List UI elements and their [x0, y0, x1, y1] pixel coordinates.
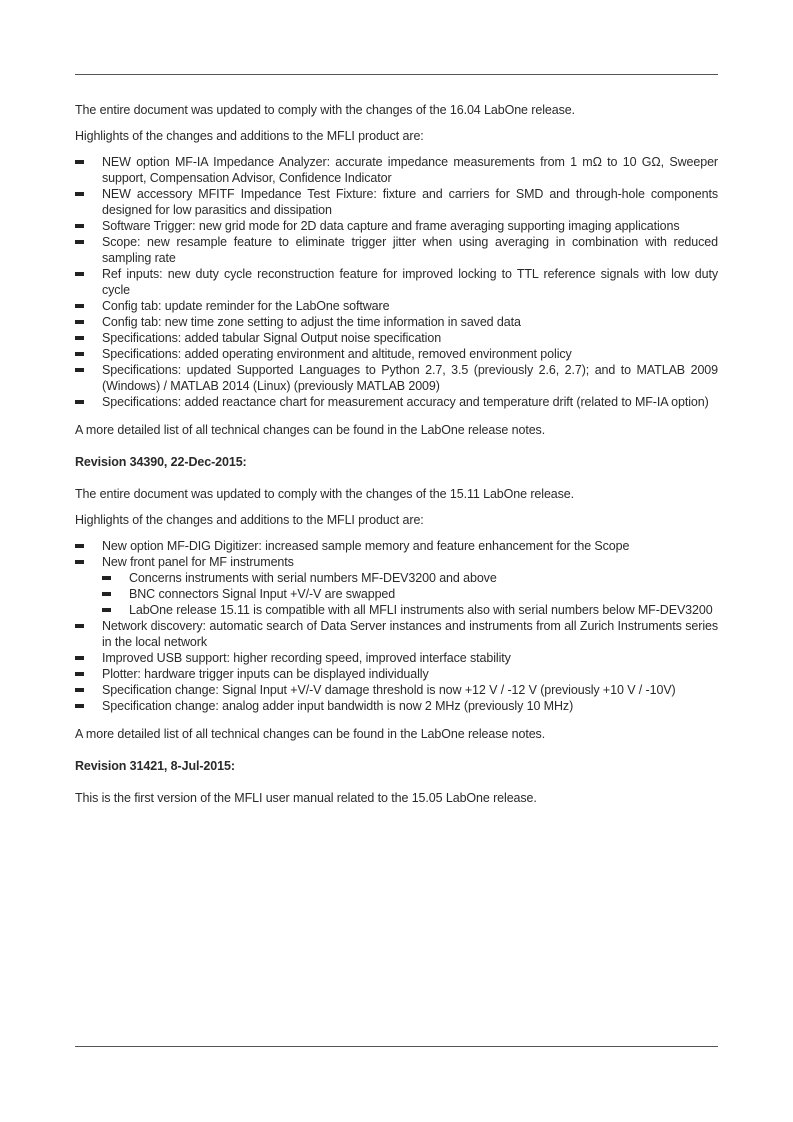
list-item: Specifications: added operating environment and altitude, removed environment policy: [75, 346, 718, 362]
section-intro: This is the first version of the MFLI user manual related to the 15.05 LabOne release.: [75, 791, 537, 805]
list-item: Config tab: update reminder for the LabOne software: [75, 298, 718, 314]
section-intro: The entire document was updated to comply with the changes of the 16.04 LabOne release.: [75, 103, 575, 117]
list-item: Specification change: analog adder input bandwidth is now 2 MHz (previously 10 MHz): [75, 698, 718, 714]
revision-heading: Revision 34390, 22-Dec-2015:: [75, 455, 247, 469]
highlights-heading: Highlights of the changes and additions to the MFLI product are:: [75, 513, 424, 527]
list-item: Scope: new resample feature to eliminate trigger jitter when using averaging in combination with reduced sampling rate: [75, 234, 718, 266]
sub-list: [102, 570, 718, 618]
release-notes-note: A more detailed list of all technical changes can be found in the LabOne release notes.: [75, 423, 546, 437]
revision-heading: Revision 31421, 8-Jul-2015:: [75, 759, 235, 773]
list-item: Specifications: added reactance chart for measurement accuracy and temperature drift (related to MF-IA option): [75, 394, 718, 410]
list-item-text: New front panel for MF instruments: [102, 555, 294, 569]
list-item: Specifications: added tabular Signal Output noise specification: [75, 330, 718, 346]
sub-list-item: BNC connectors Signal Input +V/-V are swapped: [102, 586, 718, 602]
sub-list-item: Concerns instruments with serial numbers MF-DEV3200 and above: [102, 570, 718, 586]
list-item: Config tab: new time zone setting to adjust the time information in saved data: [75, 314, 718, 330]
list-item: Specifications: updated Supported Languages to Python 2.7, 3.5 (previously 2.6, 2.7); and to MATLAB 2009 (Windows) / MATLAB 2014 (Linux) (previously MATLAB 2009): [75, 362, 718, 394]
list-item: Ref inputs: new duty cycle reconstruction feature for improved locking to TTL reference signals with low duty cycle: [75, 266, 718, 298]
list-item: [75, 554, 718, 618]
list-item: NEW accessory MFITF Impedance Test Fixture: fixture and carriers for SMD and through-hole components designed for low parasitics and dissipation: [75, 186, 718, 218]
list-item: Improved USB support: higher recording speed, improved interface stability: [75, 650, 718, 666]
highlights-heading: Highlights of the changes and additions to the MFLI product are:: [75, 129, 424, 143]
list-item: Software Trigger: new grid mode for 2D data capture and frame averaging supporting imaging applications: [75, 218, 718, 234]
list-item: Specification change: Signal Input +V/-V damage threshold is now +12 V / -12 V (previously +10 V / -10V): [75, 682, 718, 698]
list-item: Network discovery: automatic search of Data Server instances and instruments from all Zurich Instruments series in the local network: [75, 618, 718, 650]
release-notes-note: A more detailed list of all technical changes can be found in the LabOne release notes.: [75, 727, 546, 741]
list-item: NEW option MF-IA Impedance Analyzer: accurate impedance measurements from 1 mΩ to 10 GΩ, Sweeper support, Compensation Advisor, Confidence Indicator: [75, 154, 718, 186]
list-item: New option MF-DIG Digitizer: increased sample memory and feature enhancement for the Scope: [75, 538, 718, 554]
header-rule: [75, 74, 718, 75]
footer-rule: [75, 1046, 718, 1047]
changes-list: [75, 154, 718, 410]
section-intro: The entire document was updated to comply with the changes of the 15.11 LabOne release.: [75, 487, 575, 501]
list-item: Plotter: hardware trigger inputs can be displayed individually: [75, 666, 718, 682]
page-content: [75, 102, 718, 806]
changes-list: [75, 538, 718, 714]
sub-list-item: LabOne release 15.11 is compatible with all MFLI instruments also with serial numbers below MF-DEV3200: [102, 602, 718, 618]
